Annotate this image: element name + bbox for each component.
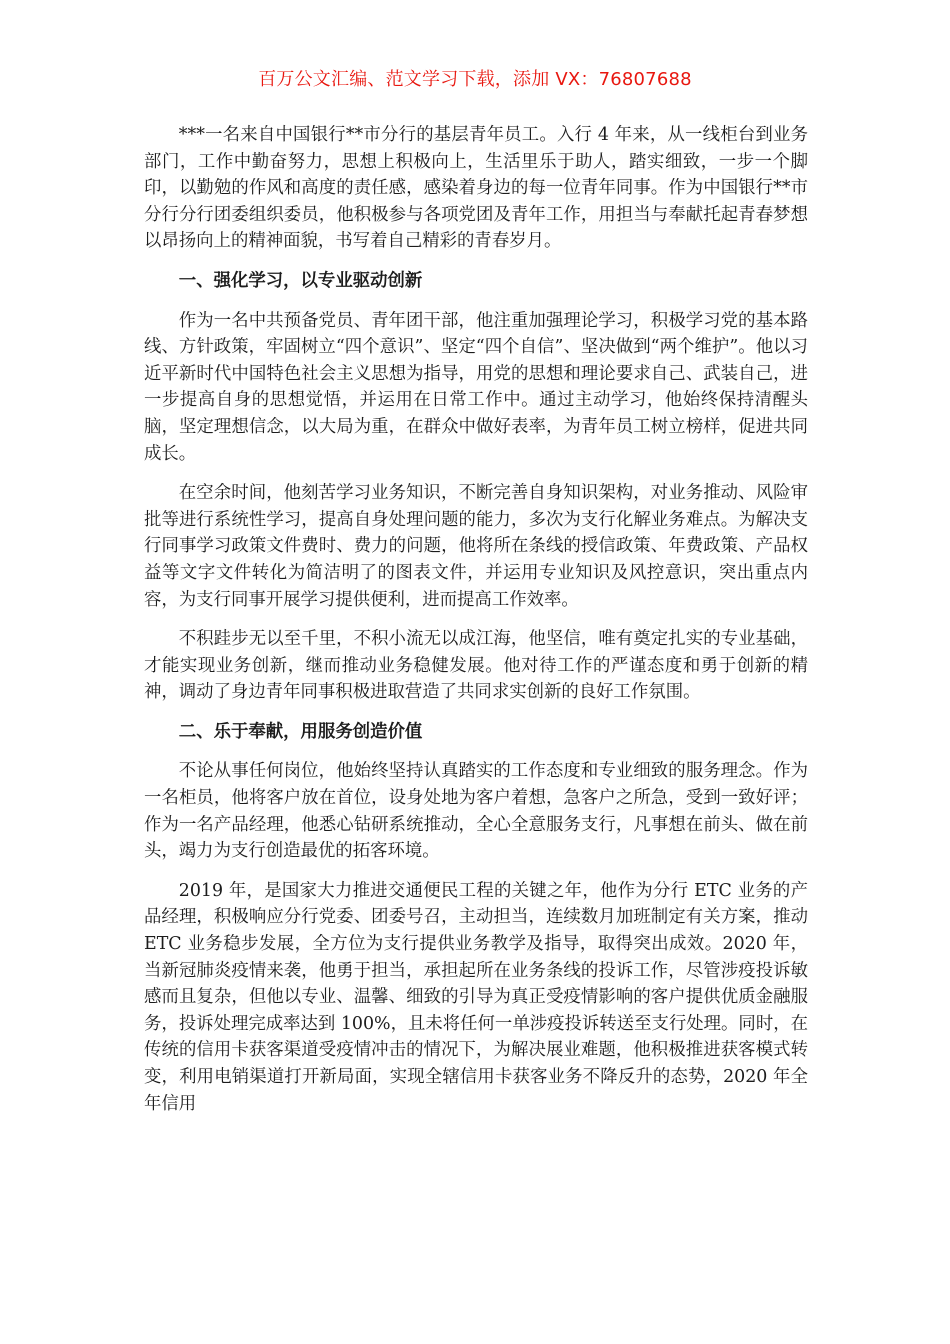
paragraph: 2019 年，是国家大力推进交通便民工程的关键之年，他作为分行 ETC 业务的产品经理，积极响应分行党委、团委号召，主动担当，连续数月加班制定有关方案，推动 ETC 业务稳步发展，全方位为支行提供业务教学及指导，取得突出成效。2020 年，当新冠肺炎疫情来袭，他勇于担当，承担起所在业务条线的投诉工作，尽管涉疫投诉敏感而且复杂，但他以专业、温馨、细致的引导为真正受疫情影响的客户提供优质金融服务，投诉处理完成率达到 100%，且未将任何一单涉疫投诉转送至支行处理。同时，在传统的信用卡获客渠道受疫情冲击的情况下，为解决展业难题，他积极推进获客模式转变，利用电销渠道打开新局面，实现全辖信用卡获客业务不降反升的态势，2020 年全年信用	[144, 880, 808, 1114]
paragraph: 在空余时间，他刻苦学习业务知识，不断完善自身知识架构，对业务推动、风险审批等进行系统性学习，提高自身处理问题的能力，多次为支行化解业务难点。为解决支行同事学习政策文件费时、费力的问题，他将所在条线的授信政策、年费政策、产品权益等文字文件转化为简洁明了的图表文件，并运用专业知识及风控意识，突出重点内容，为支行同事开展学习提供便利，进而提高工作效率。	[144, 483, 808, 610]
paragraph: 不积跬步无以至千里，不积小流无以成江海，他坚信，唯有奠定扎实的专业基础，才能实现业务创新，继而推动业务稳健发展。他对待工作的严谨态度和勇于创新的精神，调动了身边青年同事积极进取营造了共同求实创新的良好工作氛围。	[144, 629, 808, 703]
paragraph-intro: ***一名来自中国银行**市分行的基层青年员工。入行 4 年来，从一线柜台到业务部门，工作中勤奋努力，思想上积极向上，生活里乐于助人，踏实细致，一步一个脚印，以勤勉的作风和高度的责任感，感染着身边的每一位青年同事。作为中国银行**市分行分行团委组织委员，他积极参与各项党团及青年工作，用担当与奉献托起青春梦想以昂扬向上的精神面貌，书写着自己精彩的青春岁月。	[144, 125, 808, 252]
section-heading-1: 一、强化学习，以专业驱动创新	[178, 270, 423, 291]
paragraph: 作为一名中共预备党员、青年团干部，他注重加强理论学习，积极学习党的基本路线、方针政策，牢固树立“四个意识”、坚定“四个自信”、坚决做到“两个维护”。他以习近平新时代中国特色社会主义思想为指导，用党的思想和理论要求自己、武装自己，进一步提高自身的思想觉悟，并运用在日常工作中。通过主动学习，他始终保持清醒头脑，坚定理想信念，以大局为重，在群众中做好表率，为青年员工树立榜样，促进共同成长。	[144, 310, 808, 464]
paragraph: 不论从事任何岗位，他始终坚持认真踏实的工作态度和专业细致的服务理念。作为一名柜员，他将客户放在首位，设身处地为客户着想，急客户之所急，受到一致好评；作为一名产品经理，他悉心钻研系统推动，全心全意服务支行，凡事想在前头、做在前头，竭力为支行创造最优的拓客环境。	[144, 761, 808, 862]
promo-banner: 百万公文汇编、范文学习下载，添加 VX：76807688	[258, 69, 692, 90]
section-heading-2: 二、乐于奉献，用服务创造价值	[178, 721, 423, 742]
document-body	[144, 122, 808, 1130]
